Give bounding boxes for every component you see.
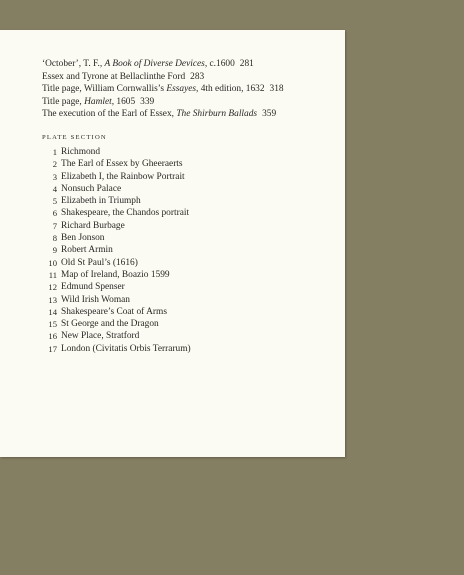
plate-number: 3 bbox=[52, 171, 57, 182]
plate-title: Old St Paul’s (1616) bbox=[61, 257, 138, 268]
plate-title: Richmond bbox=[61, 147, 101, 157]
plate-title: Elizabeth I, the Rainbow Portrait bbox=[61, 171, 185, 182]
plate-item bbox=[42, 330, 332, 342]
page-number: 283 bbox=[190, 71, 205, 82]
plate-number: 2 bbox=[52, 159, 57, 170]
plate-title: Elizabeth in Triumph bbox=[61, 196, 141, 207]
plate-item bbox=[42, 269, 332, 281]
book-page bbox=[0, 30, 345, 457]
illustration-entry bbox=[42, 71, 342, 84]
plate-item bbox=[42, 244, 332, 256]
illustration-detail: , 4th edition, 1632 bbox=[196, 84, 265, 94]
plate-item bbox=[42, 232, 332, 244]
plate-number: 12 bbox=[48, 282, 57, 293]
illustration-text: Essex and Tyrone at Bellaclinthe Ford bbox=[42, 71, 186, 82]
plate-item bbox=[42, 146, 332, 158]
plate-number: 8 bbox=[52, 233, 57, 244]
plate-number: 17 bbox=[48, 343, 57, 354]
plate-number: 11 bbox=[48, 269, 57, 280]
plate-number: 6 bbox=[52, 208, 57, 219]
illustration-title: A Book of Diverse Devices bbox=[104, 59, 205, 69]
plate-item bbox=[42, 158, 332, 170]
illustrations-list bbox=[42, 58, 342, 121]
plate-number: 15 bbox=[48, 319, 57, 330]
page-number: 359 bbox=[262, 109, 277, 119]
plate-title: Wild Irish Woman bbox=[61, 294, 130, 305]
plate-number: 5 bbox=[52, 196, 57, 207]
illustration-detail: , 1605 bbox=[111, 96, 136, 107]
plate-section-heading: PLATE SECTION bbox=[42, 134, 107, 141]
plate-number: 4 bbox=[52, 183, 57, 194]
plate-number: 16 bbox=[48, 331, 57, 342]
plate-title: Edmund Spenser bbox=[61, 282, 125, 293]
plate-number: 13 bbox=[48, 294, 57, 305]
plate-item bbox=[42, 207, 332, 219]
plate-number: 9 bbox=[52, 245, 57, 256]
plate-item bbox=[42, 294, 332, 306]
illustration-text: Title page, William Cornwallis’s bbox=[42, 84, 167, 94]
illustration-text: Title page, bbox=[42, 96, 85, 107]
plate-title: Shakespeare’s Coat of Arms bbox=[61, 306, 167, 317]
illustration-entry bbox=[42, 108, 342, 121]
illustration-detail: , c.1600 bbox=[204, 59, 235, 69]
plate-item bbox=[42, 220, 332, 232]
page-number: 339 bbox=[140, 96, 155, 107]
plate-title: Nonsuch Palace bbox=[61, 183, 122, 194]
plate-item bbox=[42, 306, 332, 318]
plate-title: Ben Jonson bbox=[61, 233, 105, 244]
plate-title: Robert Armin bbox=[61, 245, 113, 256]
plate-title: Shakespeare, the Chandos portrait bbox=[61, 208, 190, 219]
plate-number: 14 bbox=[48, 306, 57, 317]
illustration-entry bbox=[42, 96, 342, 109]
plate-title: Richard Burbage bbox=[61, 220, 125, 231]
illustration-title: Hamlet bbox=[84, 96, 112, 107]
page-number: 318 bbox=[269, 84, 284, 94]
page-number: 281 bbox=[239, 59, 254, 69]
plate-item bbox=[42, 183, 332, 195]
plate-number: 7 bbox=[52, 220, 57, 231]
illustration-title: Essayes bbox=[166, 84, 197, 94]
plate-item bbox=[42, 195, 332, 207]
illustration-text: The execution of the Earl of Essex, bbox=[42, 109, 177, 119]
plate-item bbox=[42, 318, 332, 330]
plate-title: The Earl of Essex by Gheeraerts bbox=[61, 159, 183, 170]
plate-title: St George and the Dragon bbox=[61, 319, 159, 330]
plate-item bbox=[42, 257, 332, 269]
plate-title: New Place, Stratford bbox=[61, 331, 140, 342]
plate-item bbox=[42, 171, 332, 183]
illustration-entry bbox=[42, 58, 342, 71]
illustration-title: The Shirburn Ballads bbox=[176, 109, 258, 119]
plate-item bbox=[42, 281, 332, 293]
plate-item bbox=[42, 343, 332, 355]
plate-title: Map of Ireland, Boazio 1599 bbox=[61, 269, 170, 280]
plate-title: London (Civitatis Orbis Terrarum) bbox=[61, 343, 191, 354]
illustration-entry bbox=[42, 83, 342, 96]
plate-number: 10 bbox=[48, 257, 57, 268]
plate-number: 1 bbox=[52, 147, 57, 157]
plate-list bbox=[42, 146, 332, 355]
illustration-text: ‘October’, T. F., bbox=[42, 59, 105, 69]
